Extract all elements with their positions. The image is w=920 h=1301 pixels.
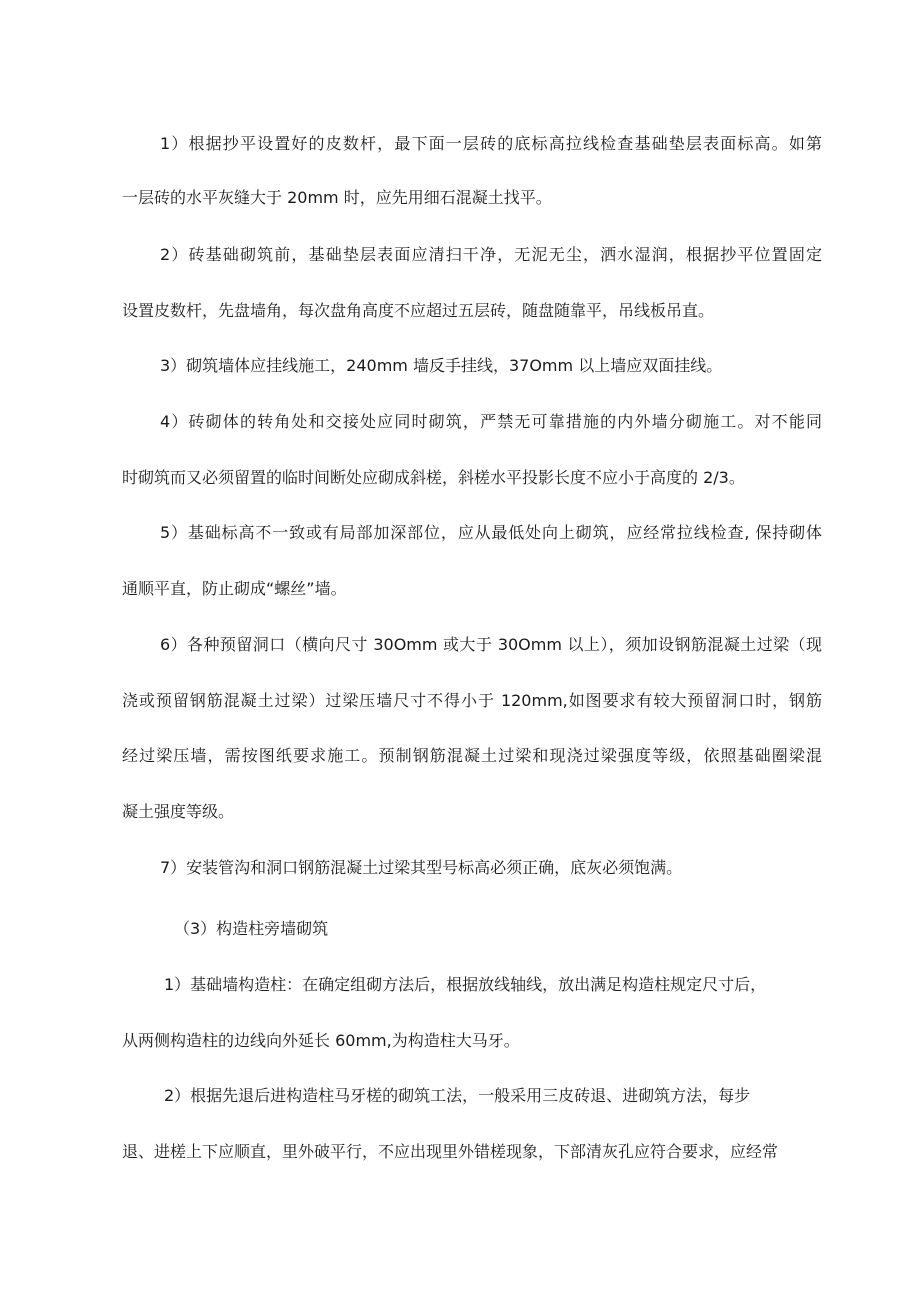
paragraph-6-line-4: 凝土强度等级。 <box>122 802 235 821</box>
paragraph-9-line-2: 退、进槎上下应顺直，里外破平行，不应出现里外错槎现象，下部清灰孔应符合要求，应经常 <box>122 1142 779 1161</box>
paragraph-2-line-1: 2）砖基础砌筑前，基础垫层表面应清扫干净，无泥无尘，洒水湿润，根据抄平位置固定 <box>160 245 822 264</box>
paragraph-6-line-2: 浇或预留钢筋混凝土过梁）过梁压墙尺寸不得小于 120mm,如图要求有较大预留洞口时，钢筋 <box>122 691 822 710</box>
paragraph-9-line-1: 2）根据先退后进构造柱马牙槎的砌筑工法，一般采用三皮砖退、进砌筑方法，每步 <box>164 1086 751 1105</box>
paragraph-6-line-3: 经过梁压墙，需按图纸要求施工。预制钢筋混凝土过梁和现浇过梁强度等级，依照基础圈梁混 <box>122 746 822 765</box>
paragraph-4-line-1: 4）砖砌体的转角处和交接处应同时砌筑，严禁无可靠措施的内外墙分砌施工。对不能同 <box>160 412 822 431</box>
paragraph-1-line-2: 一层砖的水平灰缝大于 20mm 时，应先用细石混凝土找平。 <box>122 188 552 207</box>
paragraph-8-line-1: 1）基础墙构造柱：在确定组砌方法后，根据放线轴线，放出满足构造柱规定尺寸后， <box>164 975 767 994</box>
paragraph-5-line-1: 5）基础标高不一致或有局部加深部位，应从最低处向上砌筑，应经常拉线检查, 保持砌体 <box>160 523 822 542</box>
paragraph-5-line-2: 通顺平直，防止砌成“螺丝”墙。 <box>122 579 347 598</box>
paragraph-3-line-1: 3）砌筑墙体应挂线施工，240mm 墙反手挂线，37Omm 以上墙应双面挂线。 <box>160 356 723 375</box>
section-heading: （3）构造柱旁墙砌筑 <box>174 919 329 938</box>
paragraph-7-line-1: 7）安装管沟和洞口钢筋混凝土过梁其型号标高必须正确，底灰必须饱满。 <box>160 858 683 877</box>
paragraph-1-line-1: 1）根据抄平设置好的皮数杆，最下面一层砖的底标高拉线检查基础垫层表面标高。如第 <box>160 134 822 153</box>
paragraph-4-line-2: 时砌筑而又必须留置的临时间断处应砌成斜槎，斜槎水平投影长度不应小于高度的 2/3。 <box>122 468 745 487</box>
paragraph-8-line-2: 从两侧构造柱的边线向外延长 60mm,为构造柱大马牙。 <box>122 1031 520 1050</box>
paragraph-2-line-2: 设置皮数杆，先盘墙角，每次盘角高度不应超过五层砖，随盘随靠平，吊线板吊直。 <box>122 301 715 320</box>
paragraph-6-line-1: 6）各种预留洞口（横向尺寸 30Omm 或大于 30Omm 以上），须加设钢筋混凝土过梁（现 <box>160 635 822 654</box>
